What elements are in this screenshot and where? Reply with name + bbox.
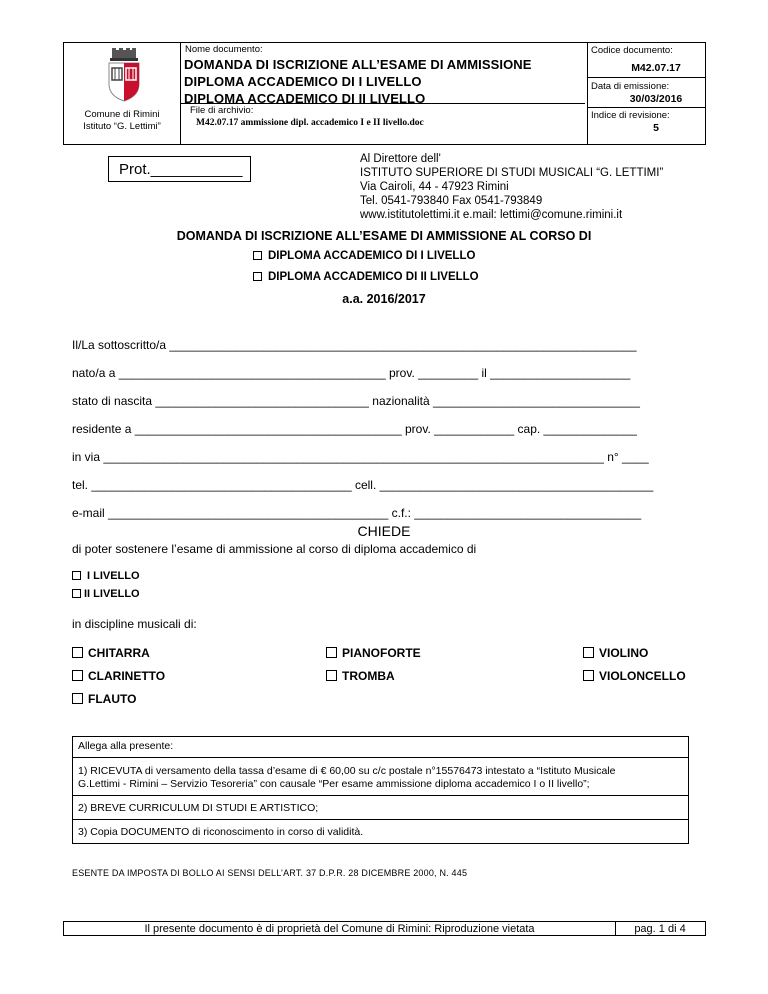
instrument-label: PIANOFORTE [342,646,421,660]
level-label: II LIVELLO [84,588,140,600]
level-option-i[interactable] [72,570,140,582]
checkbox[interactable] [253,251,262,260]
attachments-title: Allega alla presente: [78,740,174,752]
instrument-label: CHITARRA [88,646,150,660]
field-birth[interactable]: nato/a a ________________________________________ prov. _________ il _____________________ [72,366,631,380]
instrument-tromba[interactable] [326,669,395,683]
field-phone[interactable]: tel. _______________________________________ cell. _________________________________________ [72,478,654,492]
instrument-label: FLAUTO [88,692,137,706]
instrument-clarinetto[interactable] [72,669,165,683]
level-option-ii[interactable] [72,588,140,600]
checkbox[interactable] [253,272,262,281]
page-footer [63,921,706,936]
request-title: DOMANDA DI ISCRIZIONE ALL’ESAME DI AMMISSIONE AL CORSO DI [176,229,592,243]
revision-label: Indice di revisione: [591,110,670,121]
attachment-3: 3) Copia DOCUMENTO di riconoscimento in corso di validità. [78,826,364,838]
recipient-address [360,152,663,222]
tax-exempt-note: ESENTE DA IMPOSTA DI BOLLO AI SENSI DELL’ART. 37 D.P.R. 28 DICEMBRE 2000, N. 445 [72,868,468,878]
code-value: M42.07.17 [631,62,681,74]
field-email[interactable]: e-mail __________________________________________ c.f.: __________________________________ [72,506,642,520]
footer-text: Il presente documento è di proprietà del Comune di Rimini: Riproduzione vietata [144,923,535,935]
address-line: Via Cairoli, 44 - 47923 Rimini [360,181,509,193]
file-name: M42.07.17 ammissione dipl. accademico I e II livello.doc [196,118,424,128]
doc-title-line-2: DIPLOMA ACCADEMICO DI I LIVELLO [184,74,422,89]
instrument-flauto[interactable] [72,692,136,706]
field-street[interactable]: in via ___________________________________________________________________________ n° ____ [72,450,649,464]
checkbox[interactable] [326,647,337,658]
instrument-label: CLARINETTO [88,669,166,683]
address-line: Al Direttore dell' [360,153,441,165]
instrument-label: VIOLINO [599,646,649,660]
doc-name-label: Nome documento: [185,44,263,55]
date-value: 30/03/2016 [629,93,683,105]
instrument-label: TROMBA [342,669,395,683]
chiede-text: di poter sostenere l’esame di ammissione al corso di diploma accademico di [72,542,477,556]
instrument-label: VIOLONCELLO [599,669,686,683]
attachment-1-line-1: 1) RICEVUTA di versamento della tassa d’esame di € 60,00 su c/c postale n°15576473 intestato a “Istituto Musicale [78,765,616,777]
address-line: ISTITUTO SUPERIORE DI STUDI MUSICALI “G. LETTIMI” [360,167,664,179]
revision-value: 5 [653,122,659,134]
checkbox[interactable] [72,571,81,580]
file-label: File di archivio: [190,105,254,116]
attachments-box [72,736,689,844]
course-option-label: DIPLOMA ACCADEMICO DI II LIVELLO [268,271,479,283]
checkbox[interactable] [583,647,594,658]
page-number: pag. 1 di 4 [634,923,686,935]
chiede-heading: CHIEDE [357,523,411,539]
document-header [63,42,706,145]
checkbox[interactable] [72,693,83,704]
attachment-2: 2) BREVE CURRICULUM DI STUDI E ARTISTICO; [78,802,319,814]
instrument-chitarra[interactable] [72,646,150,660]
address-line: www.istitutolettimi.it e.mail: lettimi@comune.rimini.it [360,209,623,221]
checkbox[interactable] [583,670,594,681]
field-country[interactable]: stato di nascita ________________________________ nazionalità _______________________________ [72,394,640,408]
checkbox[interactable] [72,589,81,598]
logo-caption-istituto: Istituto “G. Lettimi” [83,121,161,132]
protocol-box[interactable]: Prot.___________ [108,156,251,182]
course-option-ii[interactable] [253,271,479,283]
course-option-i[interactable] [253,250,475,262]
instrument-pianoforte[interactable] [326,646,421,660]
doc-title-line-3: DIPLOMA ACCADEMICO DI II LIVELLO [184,91,426,106]
disciplines-intro: in discipline musicali di: [72,617,197,631]
date-label: Data di emissione: [591,81,670,92]
checkbox[interactable] [72,647,83,658]
attachment-1-line-2: G.Lettimi - Rimini – Servizio Tesoreria” con causale “Per esame ammissione diploma accademico I o II livello”; [78,778,590,790]
checkbox[interactable] [326,670,337,681]
comune-logo [104,48,144,102]
checkbox[interactable] [72,670,83,681]
instrument-violino[interactable] [583,646,648,660]
doc-title-line-1: DOMANDA DI ISCRIZIONE ALL’ESAME DI AMMISSIONE [184,57,532,72]
field-residence[interactable]: residente a ________________________________________ prov. ____________ cap. ______________ [72,422,637,436]
logo-caption-comune: Comune di Rimini [84,109,160,120]
course-option-label: DIPLOMA ACCADEMICO DI I LIVELLO [268,250,476,262]
field-name[interactable]: Il/La sottoscritto/a ______________________________________________________________________ [72,338,637,352]
code-label: Codice documento: [591,45,673,56]
instrument-violoncello[interactable] [583,669,686,683]
level-label: I LIVELLO [87,570,140,582]
address-line: Tel. 0541-793840 Fax 0541-793849 [360,195,543,207]
academic-year: a.a. 2016/2017 [342,292,426,306]
